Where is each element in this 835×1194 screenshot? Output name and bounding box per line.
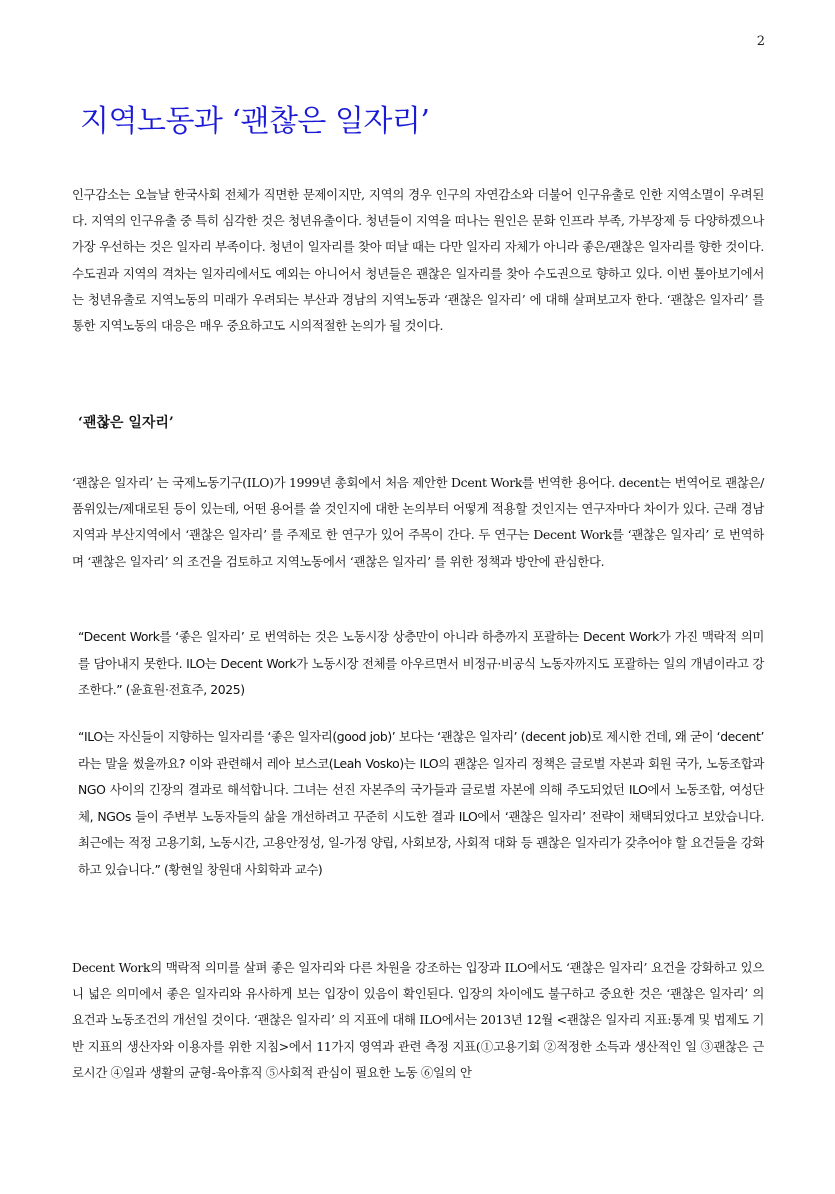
section-paragraph: ‘괜찮은 일자리’ 는 국제노동기구(ILO)가 1999년 총회에서 처음 제안한 Dcent Work를 번역한 용어다. decent는 번역어로 괜찮은/품위있는/제대로된 등이 있는데, 어떤 용어를 쓸 것인지에 대한 논의부터 어떻게 적용할 것인지는 연구자마다 차이가 있다. 근래 경남지역과 부산지역에서 ‘괜찮은 일자리’ 를 주제로 한 연구가 있어 주목이 간다. 두 연구는 Decent Work를 ‘괜찮은 일자리’ 로 번역하며 ‘괜찮은 일자리’ 의 조건을 검토하고 지역노동에서 ‘괜찮은 일자리’ 를 위한 정책과 방안에 관심한다. [72, 475, 764, 569]
quote-block-1: “Decent Work를 ‘좋은 일자리’ 로 번역하는 것은 노동시장 상층만이 아니라 하층까지 포괄하는 Decent Work가 가진 맥락적 의미를 담아내지 못한다. ILO는 Decent Work가 노동시장 전체를 아우르면서 비정규·비공식 노동자까지도 포괄하는 일의 개념이라고 강조한다.” (윤효원·전효주, 2025) [78, 629, 764, 697]
section-heading: ‘괜찮은 일자리’ [78, 415, 174, 431]
page-number: 2 [756, 34, 765, 49]
final-paragraph: Decent Work의 맥락적 의미를 살펴 좋은 일자리와 다른 차원을 강조하는 입장과 ILO에서도 ‘괜찮은 일자리’ 요건을 강화하고 있으니 넓은 의미에서 좋은 일자리와 유사하게 보는 입장이 있음이 확인된다. 입장의 차이에도 불구하고 중요한 것은 ‘괜찮은 일자리’ 의 요건과 노동조건의 개선일 것이다. ‘괜찮은 일자리’ 의 지표에 대해 ILO에서는 2013년 12월 <괜찮은 일자리 지표:통계 및 법제도 기반 지표의 생산자와 이용자를 위한 지침>에서 11가지 영역과 관련 측정 지표(①고용기회 ②적정한 소득과 생산적인 일 ③괜찮은 근로시간 ④일과 생활의 균형-육아휴직 ⑤사회적 관심이 필요한 노동 ⑥일의 안 [72, 960, 764, 1080]
quote-block-2: “ILO는 자신들이 지향하는 일자리를 ‘좋은 일자리(good job)’ 보다는 ‘괜찮은 일자리’ (decent job)로 제시한 건데, 왜 굳이 ‘decent’ 라는 말을 썼을까요? 이와 관련해서 레아 보스코(Leah Vosko)는 ILO의 괜찮은 일자리 정책은 글로벌 자본과 회원 국가, 노동조합과 NGO 사이의 긴장의 결과로 해석합니다. 그녀는 선진 자본주의 국가들과 글로벌 자본에 의해 주도되었던 ILO에서 노동조합, 여성단체, NGOs 들이 주변부 노동자들의 삶을 개선하려고 꾸준히 시도한 결과 ILO에서 ‘괜찮은 일자리’ 전략이 채택되었다고 보았습니다. 최근에는 적정 고용기회, 노동시간, 고용안정성, 일-가정 양립, 사회보장, 사회적 대화 등 괜찮은 일자리가 갖추어야 할 요건들을 강화하고 있습니다.” (황현일 창원대 사회학과 교수) [78, 729, 764, 877]
page-title: 지역노동과 ‘괜찮은 일자리’ [80, 104, 430, 139]
intro-paragraph: 인구감소는 오늘날 한국사회 전체가 직면한 문제이지만, 지역의 경우 인구의 자연감소와 더불어 인구유출로 인한 지역소멸이 우려된다. 지역의 인구유출 중 특히 심각한 것은 청년유출이다. 청년들이 지역을 떠나는 원인은 문화 인프라 부족, 가부장제 등 다양하겠으나 가장 우선하는 것은 일자리 부족이다. 청년이 일자리를 찾아 떠날 때는 다만 일자리 자체가 아니라 좋은/괜찮은 일자리를 향한 것이다. 수도권과 지역의 격차는 일자리에서도 예외는 아니어서 청년들은 괜찮은 일자리를 찾아 수도권으로 향하고 있다. 이번 톺아보기에서는 청년유출로 지역노동의 미래가 우려되는 부산과 경남의 지역노동과 ‘괜찮은 일자리’ 에 대해 살펴보고자 한다. ‘괜찮은 일자리’ 를 통한 지역노동의 대응은 매우 중요하고도 시의적절한 논의가 될 것이다. [72, 187, 764, 334]
